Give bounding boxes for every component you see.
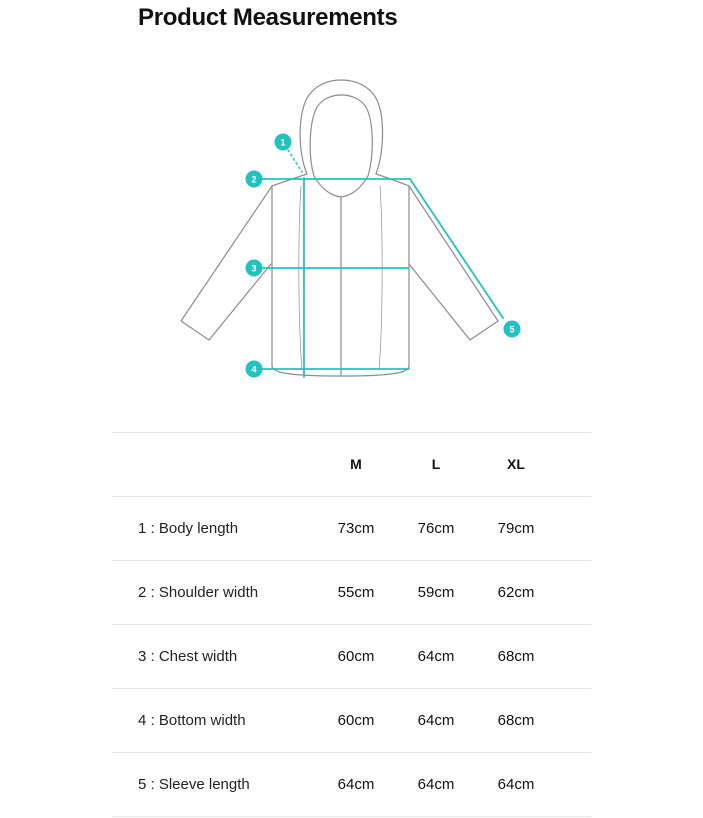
badge-1 xyxy=(275,134,292,151)
size-chart-table xyxy=(112,432,591,817)
cell-value: 64cm xyxy=(417,776,455,793)
table-row xyxy=(112,496,591,560)
badge-3-label: 3 xyxy=(251,263,257,274)
badge-4 xyxy=(246,361,263,378)
cell-value: 64cm xyxy=(497,776,535,793)
badge-2 xyxy=(246,171,263,188)
table-header-row xyxy=(112,432,591,496)
jacket-outline xyxy=(181,80,498,376)
cell-value: 68cm xyxy=(497,712,535,729)
cell-value: 59cm xyxy=(417,584,455,601)
badge-5 xyxy=(504,321,521,338)
header-size-m: M xyxy=(350,456,362,472)
header-size-l: L xyxy=(431,456,441,472)
cell-value: 68cm xyxy=(497,648,535,665)
row-label-chest-width: 3 : Chest width xyxy=(138,648,238,665)
badge-4-label: 4 xyxy=(251,364,257,375)
cell-value: 62cm xyxy=(497,584,535,601)
badge-3 xyxy=(246,260,263,277)
row-label-bottom-width: 4 : Bottom width xyxy=(138,712,246,729)
body-length-pointer xyxy=(288,150,302,172)
cell-value: 76cm xyxy=(417,520,455,537)
table-row xyxy=(112,560,591,624)
cell-value: 60cm xyxy=(337,712,375,729)
table-row xyxy=(112,752,591,817)
cell-value: 64cm xyxy=(417,712,455,729)
row-label-sleeve-length: 5 : Sleeve length xyxy=(138,776,250,793)
badge-2-label: 2 xyxy=(251,174,257,185)
table-row xyxy=(112,624,591,688)
cell-value: 64cm xyxy=(417,648,455,665)
row-label-body-length: 1 : Body length xyxy=(138,520,239,537)
measurement-lines xyxy=(262,150,503,377)
cell-value: 64cm xyxy=(337,776,375,793)
badge-1-label: 1 xyxy=(280,137,286,148)
cell-value: 79cm xyxy=(497,520,535,537)
badge-5-label: 5 xyxy=(509,324,515,335)
cell-value: 60cm xyxy=(337,648,375,665)
row-label-shoulder-width: 2 : Shoulder width xyxy=(138,584,259,601)
header-size-xl: XL xyxy=(507,456,525,472)
cell-value: 73cm xyxy=(337,520,375,537)
sleeve-length-line xyxy=(410,179,503,318)
table-row xyxy=(112,688,591,752)
cell-value: 55cm xyxy=(337,584,375,601)
page-title: Product Measurements xyxy=(138,4,398,31)
